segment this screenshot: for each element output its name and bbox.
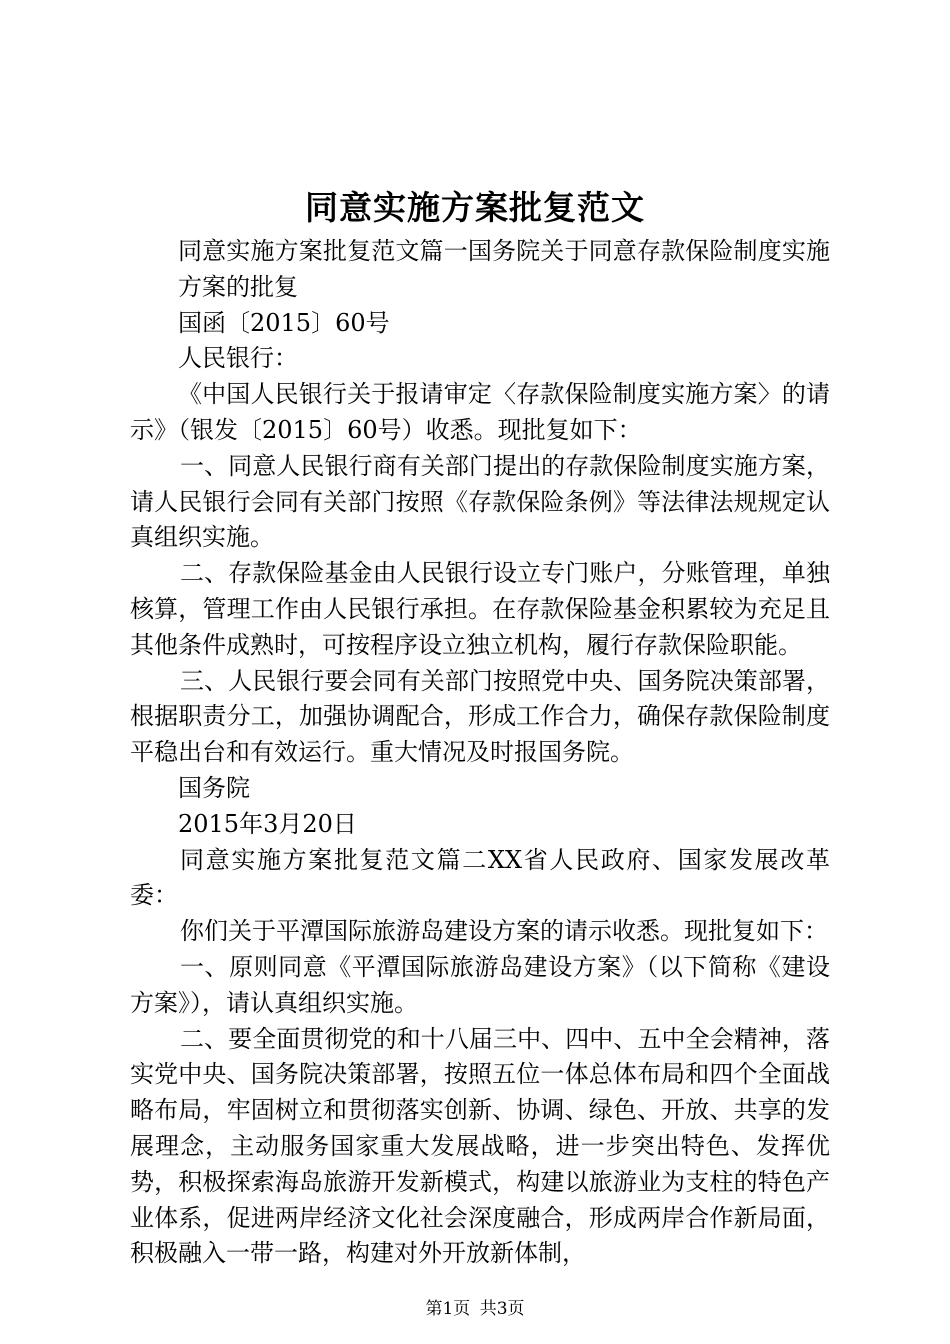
paragraph-reply-intro: 你们关于平潭国际旅游岛建设方案的请示收悉。现批复如下： <box>180 917 828 946</box>
paragraph-date: 2015年3月20日 <box>178 809 357 838</box>
paragraph-doc-number: 国函〔2015〕60号 <box>178 308 390 337</box>
paragraph-item-3: 三、人民银行要会同有关部门按照党中央、国务院决策部署，根据职责分工，加强协调配合，形成工作合力，确保存款保险制度平稳出台和有效运行。重大情况及时报国务院。 <box>130 666 830 767</box>
paragraph-issuer: 国务院 <box>178 773 250 802</box>
document-title: 同意实施方案批复范文 <box>305 188 645 227</box>
paragraph-addressee: 人民银行： <box>178 344 298 373</box>
paragraph-heading-1: 同意实施方案批复范文篇一国务院关于同意存款保险制度实施方案的批复 <box>178 237 830 301</box>
page-number: 第1页 <box>425 1299 471 1319</box>
page-footer <box>0 1298 950 1320</box>
page-total: 共3页 <box>479 1299 525 1319</box>
document-body <box>130 234 830 1272</box>
paragraph-item-5: 二、要全面贯彻党的和十八届三中、四中、五中全会精神，落实党中央、国务院决策部署，按照五位一体总体布局和四个全面战略布局，牢固树立和贯彻落实创新、协调、绿色、开放、共享的发展理念，主动服务国家重大发展战略，进一步突出特色、发挥优势，积极探索海岛旅游开发新模式，构建以旅游业为支柱的特色产业体系，促进两岸经济文化社会深度融合，形成两岸合作新局面，积极融入一带一路，构建对外开放新体制， <box>130 1024 830 1268</box>
paragraph-request: 《中国人民银行关于报请审定〈存款保险制度实施方案〉的请示》（银发〔2015〕60号）收悉。现批复如下： <box>130 380 830 444</box>
paragraph-item-4: 一、原则同意《平潭国际旅游岛建设方案》（以下简称《建设方案》），请认真组织实施。 <box>130 952 830 1017</box>
paragraph-heading-2: 同意实施方案批复范文篇二XX省人民政府、国家发展改革委： <box>130 845 830 910</box>
paragraph-item-2: 二、存款保险基金由人民银行设立专门账户，分账管理，单独核算，管理工作由人民银行承担。在存款保险基金积累较为充足且其他条件成熟时，可按程序设立独立机构，履行存款保险职能。 <box>130 559 830 659</box>
paragraph-item-1: 一、同意人民银行商有关部门提出的存款保险制度实施方案，请人民银行会同有关部门按照《存款保险条例》等法律法规规定认真组织实施。 <box>130 451 830 552</box>
